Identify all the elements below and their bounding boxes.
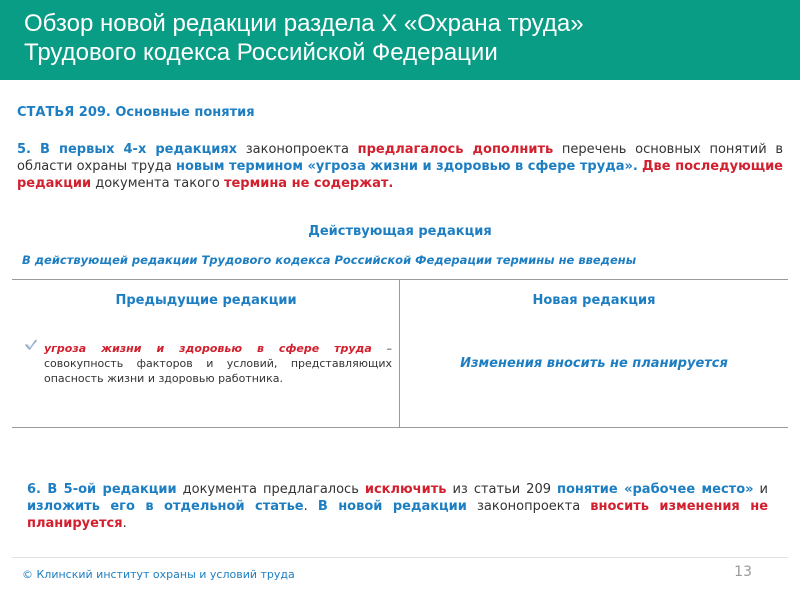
previous-term-text: – совокупность факторов и условий, представляющих опасность жизни и здоровью работника.	[44, 342, 392, 385]
slide-title-line-1: Обзор новой редакции раздела X «Охрана труда»	[24, 10, 584, 37]
point-6-text: .	[303, 499, 318, 514]
slide-title	[24, 9, 784, 67]
footer-copyright: © Клинский институт охраны и условий труда	[22, 568, 295, 581]
previous-term: угроза жизни и здоровью в сфере труда	[44, 342, 372, 355]
new-edition-header: Новая редакция	[532, 293, 656, 308]
checkmark-icon	[24, 338, 38, 352]
footer-divider	[12, 557, 788, 558]
current-edition-heading: Действующая редакция	[308, 224, 492, 239]
point-5-text: перечень основных понятий в области охраны труда	[17, 142, 784, 174]
point-6-highlight: исключить	[364, 482, 447, 497]
point-5-highlight: термина не содержат.	[223, 176, 394, 191]
previous-term-definition	[44, 341, 392, 386]
page-number: 13	[734, 564, 752, 580]
point-6-emphasis: изложить его в отдельной статье	[27, 499, 304, 514]
article-title: СТАТЬЯ 209. Основные понятия	[17, 105, 255, 120]
point-5-text: документа такого	[91, 176, 224, 191]
point-6-text: .	[122, 516, 127, 531]
point-5-paragraph	[17, 141, 783, 192]
point-6-term: понятие «рабочее место»	[557, 482, 754, 497]
point-6-lead: 6. В 5-ой редакции	[27, 482, 177, 497]
point-5-lead: 5. В первых 4-х редакциях	[17, 142, 238, 157]
point-5-text: законопроекта	[237, 142, 358, 157]
point-6-text: из статьи 209	[446, 482, 557, 497]
point-6-text: законопроекта	[466, 499, 591, 514]
point-6-highlight: вносить изменения не планируется	[27, 499, 769, 531]
point-6-text: и	[753, 482, 768, 497]
new-edition-text: Изменения вносить не планируется	[460, 356, 728, 371]
point-6-emphasis: В новой редакции	[317, 499, 467, 514]
point-6-text: документа предлагалось	[176, 482, 365, 497]
slide-title-line-2: Трудового кодекса Российской Федерации	[24, 39, 498, 66]
point-5-highlight: предлагалось дополнить	[357, 142, 554, 157]
current-edition-note: В действующей редакции Трудового кодекса Российской Федерации термины не введены	[22, 253, 637, 267]
point-6-paragraph	[27, 481, 768, 532]
point-5-highlight: Две последующие редакции	[17, 159, 784, 191]
previous-editions-header: Предыдущие редакции	[115, 293, 297, 308]
point-5-new-term: новым термином «угроза жизни и здоровью в сфере труда».	[175, 159, 638, 174]
slide-header	[0, 0, 800, 80]
